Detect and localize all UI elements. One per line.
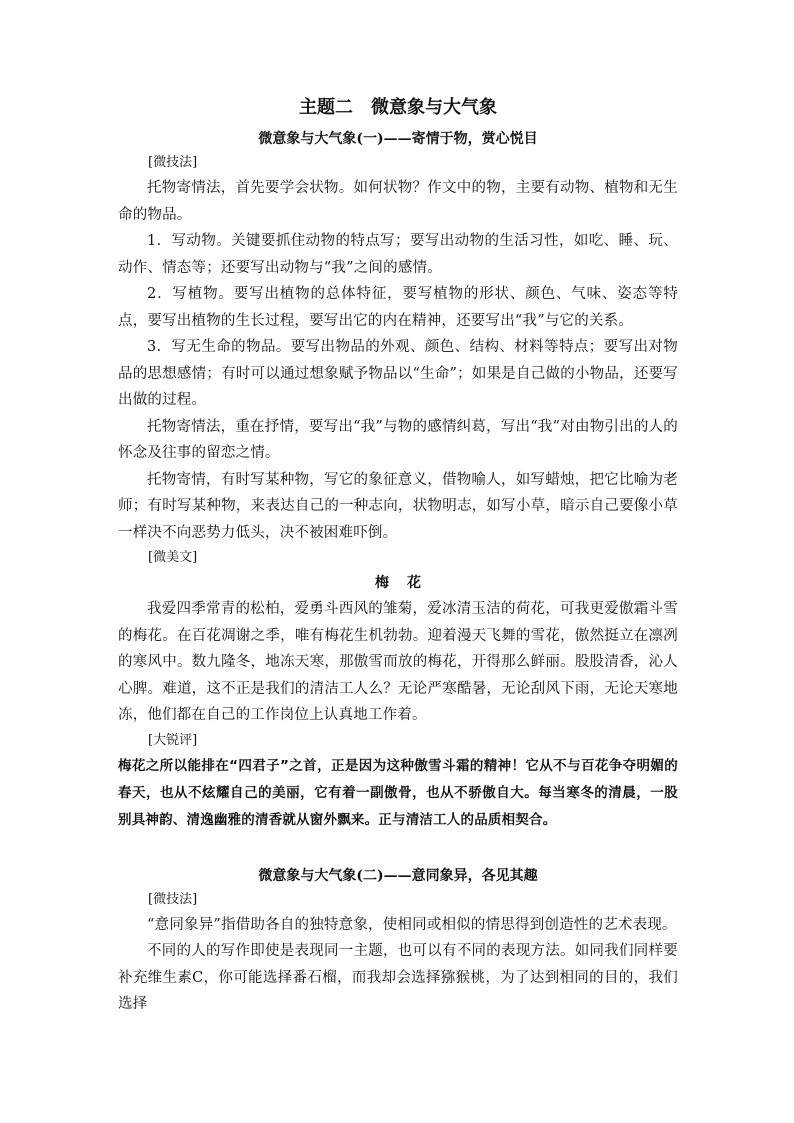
- paragraph: 托物寄情，有时写某种物，写它的象征意义，借物喻人，如写蜡烛，把它比喻为老师；有时写某种物，来表达自己的一种志向，状物明志，如写小草，暗示自己要像小草一样决不向恶势力低头，决不被困难吓倒。: [118, 471, 678, 541]
- paragraph: 不同的人的写作即使是表现同一主题，也可以有不同的表现方法。如同我们同样要补充维生素C，你可能选择番石榴，而我却会选择猕猴桃，为了达到相同的目的，我们选择: [118, 943, 678, 1012]
- paragraph: 托物寄情法，重在抒情，要写出“我”与物的感情纠葛，写出“我”对由物引出的人的怀念及往事的留恋之情。: [118, 418, 678, 461]
- essay-tag: [微美文]: [148, 550, 198, 565]
- skill-tag: [微技法]: [148, 891, 198, 907]
- skill-tag: [微技法]: [148, 155, 198, 170]
- paragraph: “意同象异”指借助各自的独特意象，使相同或相似的情思得到创造性的艺术表现。: [147, 916, 677, 933]
- paragraph: 2．写植物。要写出植物的总体特征，要写植物的形状、颜色、气味、姿态等特点，要写出植物的生长过程，要写出它的内在精神，还要写出“我”与它的关系。: [118, 286, 678, 329]
- paragraph: 3．写无生命的物品。要写出物品的外观、颜色、结构、材料等特点；要写出对物品的思想感情；有时可以通过想象赋予物品以“生命”；如果是自己做的小物品，还要写出做的过程。: [118, 339, 678, 408]
- section-gap: [118, 834, 678, 860]
- paragraph: 1．写动物。关键要抓住动物的特点写；要写出动物的生活习性，如吃、睡、玩、动作、情态等；还要写出动物与“我”之间的感情。: [118, 233, 678, 276]
- essay-title: 梅花: [375, 575, 439, 591]
- review-paragraph: 梅花之所以能排在“四君子”之首，正是因为这种傲雪斗霜的精神！它从不与百花争夺明媚的春天，也从不炫耀自己的美丽，它有着一副傲骨，也从不骄傲自大。每当寒冬的清晨，一股别具神韵、清逸幽雅的清香就从窗外飘来。正与清洁工人的品质相契合。: [118, 757, 678, 828]
- section-two-subtitle: 微意象与大气象(二)——意同象异，各见其趣: [258, 867, 538, 884]
- section-two: [118, 864, 678, 1018]
- document-content: [118, 93, 678, 1018]
- section-one-subtitle: 微意象与大气象(一)——寄情于物，赏心悦目: [258, 131, 538, 147]
- paragraph: 托物寄情法，首先要学会状物。如何状物？作文中的物，主要有动物、植物和无生命的物品。: [118, 180, 678, 223]
- essay-paragraph: 我爱四季常青的松柏，爱勇斗西风的雏菊，爱冰清玉洁的荷花，可我更爱傲霜斗雪的梅花。在百花凋谢之季，唯有梅花生机勃勃。迎着漫天飞舞的雪花，傲然挺立在凛冽的寒风中。数九隆冬，地冻天寒，那傲雪而放的梅花，开得那么鲜丽。股股清香，沁人心脾。难道，这不正是我们的清洁工人么？无论严寒酷暑，无论刮风下雨，无论天寒地冻，他们都在自己的工作岗位上认真地工作着。: [118, 601, 678, 723]
- section-one: [118, 127, 678, 834]
- review-tag: [大锐评]: [148, 732, 198, 748]
- document-title: 主题二 微意象与大气象: [299, 97, 497, 118]
